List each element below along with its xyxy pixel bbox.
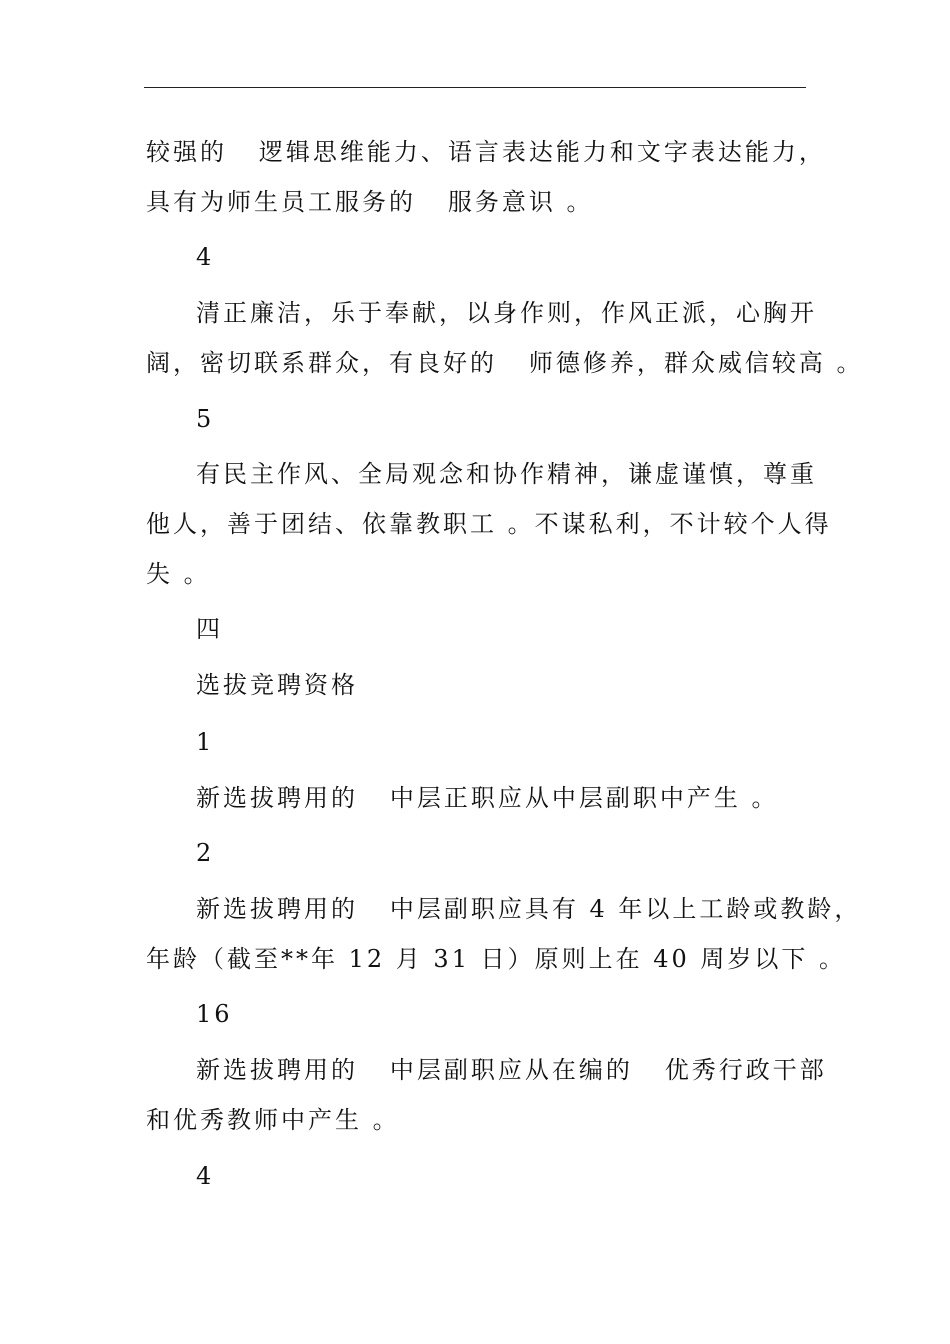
paragraph-line: 阔，密切联系群众，有良好的 师德修养，群众威信较高 。 <box>146 349 864 377</box>
list-number: 4 <box>196 1162 215 1190</box>
list-number: 4 <box>196 243 215 271</box>
header-rule <box>144 87 806 88</box>
paragraph-line: 新选拔聘用的 中层副职应从在编的 优秀行政干部 <box>196 1056 827 1084</box>
paragraph-line: 新选拔聘用的 中层副职应具有 4 年以上工龄或教龄， <box>196 895 862 923</box>
paragraph-line: 有民主作风、全局观念和协作精神，谦虚谨慎，尊重 <box>196 460 817 488</box>
paragraph-line: 和优秀教师中产生 。 <box>146 1106 400 1134</box>
paragraph-line: 他人，善于团结、依靠教职工 。不谋私利，不计较个人得 <box>146 510 832 538</box>
paragraph-line: 新选拔聘用的 中层正职应从中层副职中产生 。 <box>196 784 779 812</box>
paragraph-line: 较强的 逻辑思维能力、语言表达能力和文字表达能力， <box>146 138 826 166</box>
list-number: 16 <box>196 1000 233 1028</box>
list-number: 2 <box>196 839 215 867</box>
paragraph-line: 具有为师生员工服务的 服务意识 。 <box>146 188 594 216</box>
list-number: 5 <box>196 405 215 433</box>
paragraph-line: 失 。 <box>146 560 211 588</box>
list-number: 1 <box>196 728 215 756</box>
paragraph-line: 清正廉洁，乐于奉献，以身作则，作风正派，心胸开 <box>196 299 817 327</box>
section-number: 四 <box>196 615 223 643</box>
section-heading: 选拔竞聘资格 <box>196 671 358 699</box>
paragraph-line: 年龄（截至**年 12 月 31 日）原则上在 40 周岁以下 。 <box>146 945 847 973</box>
